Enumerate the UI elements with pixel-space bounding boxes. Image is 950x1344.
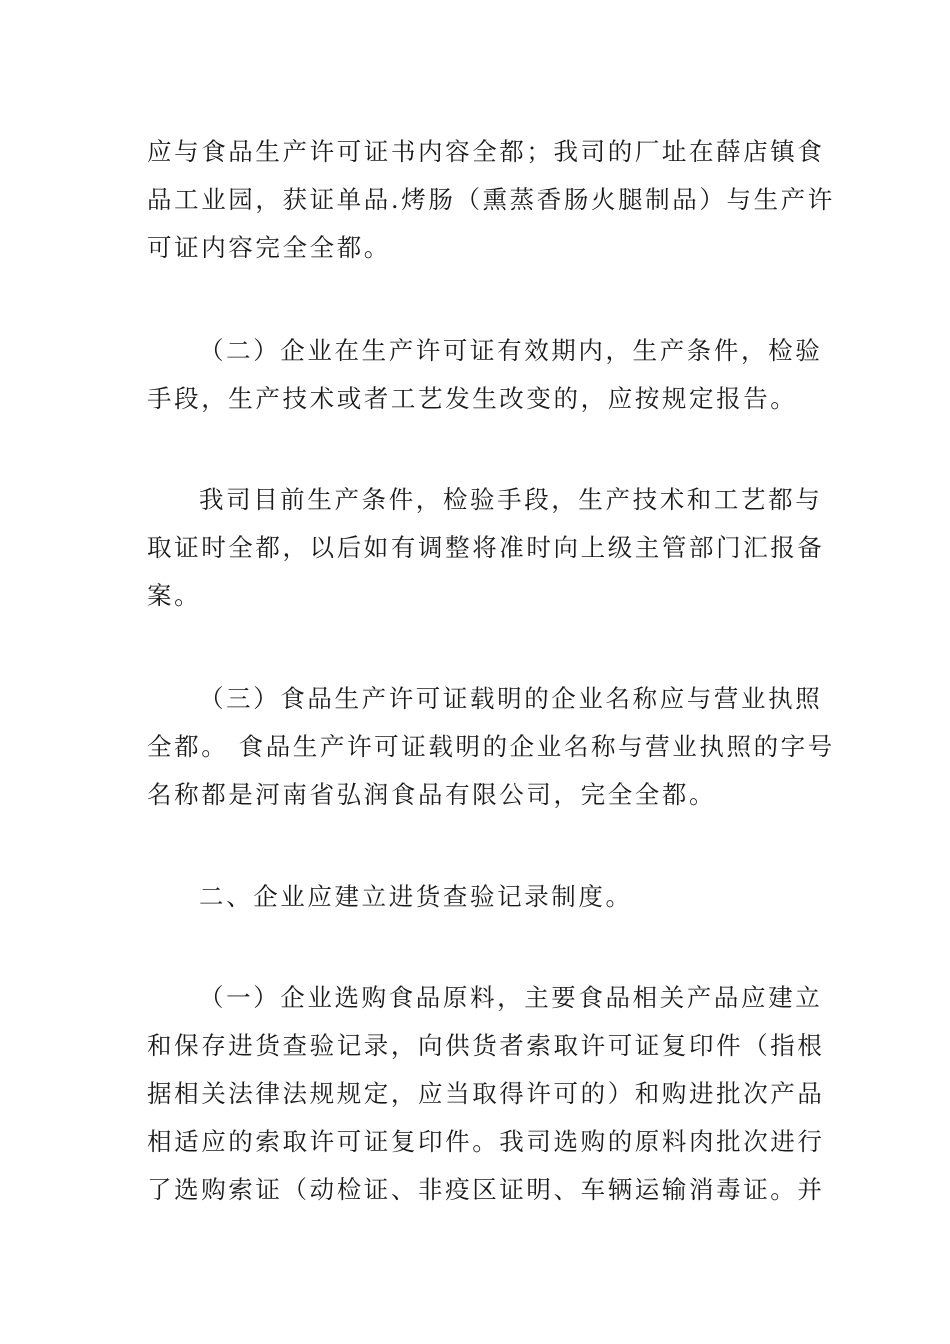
heading-inspection-record-system [147, 873, 807, 921]
text-line: 名称都是河南省弘润食品有限公司，完全全都。 [147, 780, 717, 809]
text-line: 了选购索证（动检证、非疫区证明、车辆运输消毒证。并 [147, 1175, 825, 1204]
text-line: （三）食品生产许可证载明的企业名称应与营业执照 [199, 684, 823, 713]
text-line: 应与食品生产许可证书内容全都；我司的厂址在薛店镇食 [147, 137, 825, 166]
paragraph-section-2 [147, 327, 823, 423]
text-line: 全都。 食品生产许可证载明的企业名称与营业执照的字号 [147, 732, 835, 761]
paragraph-license-content [147, 128, 835, 272]
text-line: 手段，生产技术或者工艺发生改变的，应按规定报告。 [147, 384, 798, 413]
text-line: 和保存进货查验记录，向供货者索取许可证复印件（指根 [147, 1031, 825, 1060]
text-line: 取证时全都，以后如有调整将准时向上级主管部门汇报备 [147, 533, 825, 562]
text-line: 我司目前生产条件，检验手段，生产技术和工艺都与 [199, 485, 823, 514]
paragraph-current-conditions [147, 476, 825, 620]
text-line: 据相关法律法规规定，应当取得许可的）和购进批次产品 [147, 1079, 825, 1108]
text-line: 可证内容完全全都。 [147, 233, 391, 262]
paragraph-section-3 [147, 675, 835, 819]
text-line: （一）企业选购食品原料，主要食品相关产品应建立 [199, 983, 823, 1012]
text-line: 案。 [147, 581, 202, 610]
section-heading: 二、企业应建立进货查验记录制度。 [199, 882, 633, 911]
paragraph-subsection-1 [147, 974, 825, 1214]
text-line: （二）企业在生产许可证有效期内，生产条件，检验 [199, 336, 823, 365]
text-line: 相适应的索取许可证复印件。我司选购的原料肉批次进行 [147, 1127, 825, 1156]
text-line: 品工业园，获证单品.烤肠（熏蒸香肠火腿制品）与生产许 [147, 185, 835, 214]
